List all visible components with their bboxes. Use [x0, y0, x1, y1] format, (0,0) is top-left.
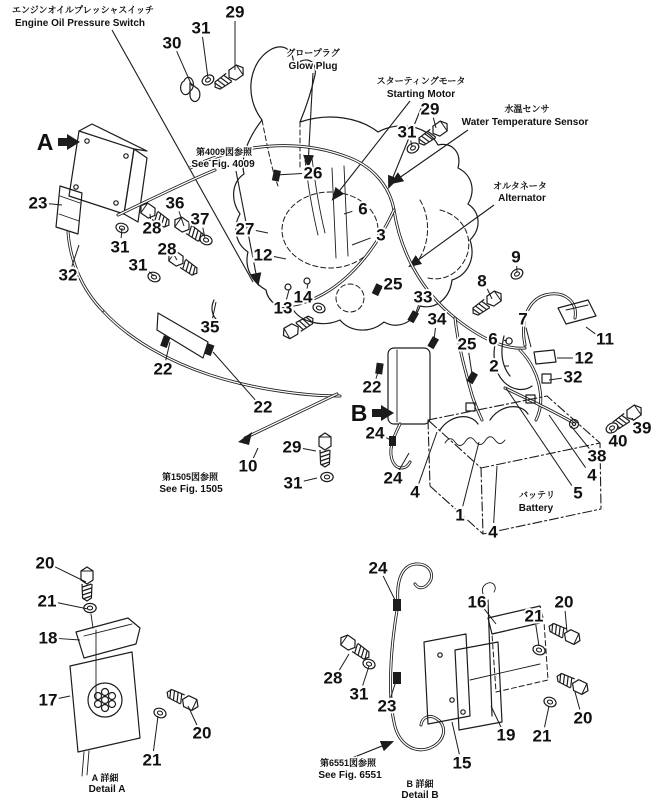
leader-line-22-34 — [213, 352, 256, 400]
callout-21-57: 21 — [524, 606, 544, 626]
callout-17-52: 17 — [38, 690, 58, 710]
view-arrow-icon-B — [372, 405, 394, 421]
callout-23-61: 23 — [377, 696, 397, 716]
leader-line-7-27 — [526, 328, 531, 347]
callout-31-60: 31 — [349, 684, 369, 704]
callout-22-34: 22 — [253, 397, 273, 417]
callout-4-41: 4 — [410, 482, 420, 502]
label-fig6551-jp: 第6551図参照 — [319, 758, 377, 768]
label-glow-plug-jp: グロープラグ — [286, 48, 340, 58]
leader-line-4-41 — [419, 432, 437, 484]
callout-6-17: 6 — [358, 199, 368, 219]
label-glow-plug-en: Glow Plug — [288, 61, 338, 72]
callout-11-30: 11 — [596, 329, 614, 349]
leader-line-6-28 — [504, 340, 507, 341]
callout-29-37: 29 — [282, 437, 302, 457]
label-fig1505-jp: 第1505図参照 — [161, 472, 219, 482]
label-alternator-jp: オルタネータ — [493, 181, 547, 191]
callout-15-62: 15 — [452, 753, 472, 773]
callout-34-23: 34 — [427, 309, 447, 329]
callout-32-32: 32 — [563, 367, 583, 387]
leader-line-5-44 — [506, 388, 572, 486]
callout-10-36: 10 — [238, 456, 258, 476]
label-fig6551-en: See Fig. 6551 — [318, 770, 382, 781]
callout-21-50: 21 — [37, 591, 57, 611]
leader-line-31-60 — [363, 666, 369, 686]
callout-27-12: 27 — [235, 219, 255, 239]
label-detail-a-jp: A 詳細 — [91, 773, 119, 783]
label-water-temp-en: Water Temperature Sensor — [461, 117, 589, 128]
callout-36-5: 36 — [165, 193, 185, 213]
callout-25-24: 25 — [457, 334, 477, 354]
leader-line-3-18 — [352, 238, 371, 245]
callout-5-44: 5 — [573, 483, 583, 503]
callout-31-38: 31 — [283, 473, 303, 493]
callout-20-54: 20 — [192, 723, 212, 743]
callout-29-2: 29 — [225, 2, 245, 22]
callout-1-42: 1 — [455, 505, 465, 525]
leader-line-31-1 — [203, 37, 208, 78]
leader-line-21-53 — [153, 716, 158, 751]
callout-32-11: 32 — [58, 265, 78, 285]
leader-line-17-52 — [59, 696, 70, 698]
callout-31-10: 31 — [128, 255, 148, 275]
label-starting-motor-jp: スターティングモータ — [376, 76, 466, 86]
label-detail-a-en: Detail A — [88, 784, 126, 795]
battery — [428, 395, 601, 534]
label-fig1505-en: See Fig. 1505 — [159, 484, 223, 495]
relay-box — [388, 348, 430, 468]
callout-3-18: 3 — [376, 225, 386, 245]
leader-line-27-12 — [256, 231, 268, 233]
leader-line-21-57 — [536, 625, 539, 646]
callout-19-63: 19 — [496, 725, 516, 745]
callout-12-31: 12 — [574, 348, 594, 368]
callout-21-53: 21 — [142, 750, 162, 770]
callout-20-65: 20 — [573, 708, 593, 728]
leader-line-18-51 — [59, 639, 80, 640]
label-detail-b-jp: B 詳細 — [406, 779, 434, 789]
leader-line-21-50 — [58, 603, 88, 609]
callout-6-28: 6 — [488, 329, 498, 349]
label-battery-en: Battery — [518, 503, 554, 514]
callout-7-27: 7 — [518, 309, 528, 329]
callout-24-40: 24 — [383, 468, 403, 488]
label-water-temp-jp: 水温センサ — [504, 104, 550, 114]
label-detail-b-en: Detail B — [401, 790, 439, 799]
callout-30-0: 30 — [162, 33, 182, 53]
callout-24-39: 24 — [365, 423, 385, 443]
callout-31-20: 31 — [397, 122, 417, 142]
callout-28-7: 28 — [142, 218, 162, 238]
callout-26-3: 26 — [303, 163, 323, 183]
callout-14-15: 14 — [293, 287, 313, 307]
view-letter-B: B — [350, 400, 368, 426]
callout-35-16: 35 — [200, 317, 220, 337]
leader-line-1-42 — [463, 442, 479, 506]
leader-line-31-38 — [304, 478, 317, 481]
label-oil-switch-en: Engine Oil Pressure Switch — [14, 18, 146, 29]
callout-22-35: 22 — [362, 377, 382, 397]
leader-line-21-64 — [544, 706, 549, 727]
leader-line-12-13 — [274, 257, 286, 259]
leader-line-11-30 — [586, 327, 596, 334]
callout-12-13: 12 — [253, 245, 273, 265]
leader-line-4-43 — [494, 466, 497, 523]
label-alternator-en: Alternator — [498, 193, 546, 204]
label-fig4009-en: See Fig. 4009 — [191, 159, 255, 170]
detail-a — [70, 567, 201, 776]
callout-18-51: 18 — [38, 628, 58, 648]
callout-28-9: 28 — [157, 239, 177, 259]
callout-22-33: 22 — [153, 359, 173, 379]
label-fig4009-jp: 第4009図参照 — [195, 147, 253, 157]
label-battery-jp: バッテリ — [518, 490, 556, 500]
leader-line-29-37 — [303, 448, 316, 451]
callout-21-64: 21 — [532, 726, 552, 746]
detail-b — [338, 564, 591, 750]
callout-23-4: 23 — [28, 193, 48, 213]
leader-line-24-55 — [383, 576, 396, 602]
callout-24-55: 24 — [368, 558, 388, 578]
leader-line-20-65 — [575, 692, 580, 709]
callout-8-25: 8 — [477, 271, 487, 291]
callout-28-59: 28 — [323, 668, 343, 688]
callout-31-1: 31 — [191, 18, 211, 38]
callout-33-22: 33 — [413, 287, 433, 307]
callout-20-58: 20 — [554, 592, 574, 612]
callout-20-49: 20 — [35, 553, 55, 573]
callout-2-29: 2 — [489, 356, 499, 376]
callout-16-56: 16 — [467, 592, 487, 612]
callout-9-26: 9 — [511, 247, 521, 267]
view-letter-A: A — [36, 129, 54, 155]
callout-25-21: 25 — [383, 274, 403, 294]
callout-38-46: 38 — [587, 446, 607, 466]
view-arrows — [37, 129, 394, 426]
leader-line-6-17 — [344, 211, 352, 214]
callout-13-14: 13 — [273, 298, 293, 318]
callout-40-47: 40 — [608, 431, 628, 451]
label-starting-motor-en: Starting Motor — [386, 89, 456, 100]
callout-29-19: 29 — [420, 99, 440, 119]
callout-39-48: 39 — [632, 418, 651, 438]
callout-37-6: 37 — [190, 209, 210, 229]
label-oil-switch-jp: エンジンオイルプレッシャスイッチ — [11, 5, 155, 15]
callout-4-43: 4 — [488, 522, 498, 542]
leader-line-23-4 — [49, 204, 62, 205]
leader-line-25-24 — [469, 353, 472, 374]
callout-4-45: 4 — [587, 465, 597, 485]
callout-31-8: 31 — [110, 237, 130, 257]
